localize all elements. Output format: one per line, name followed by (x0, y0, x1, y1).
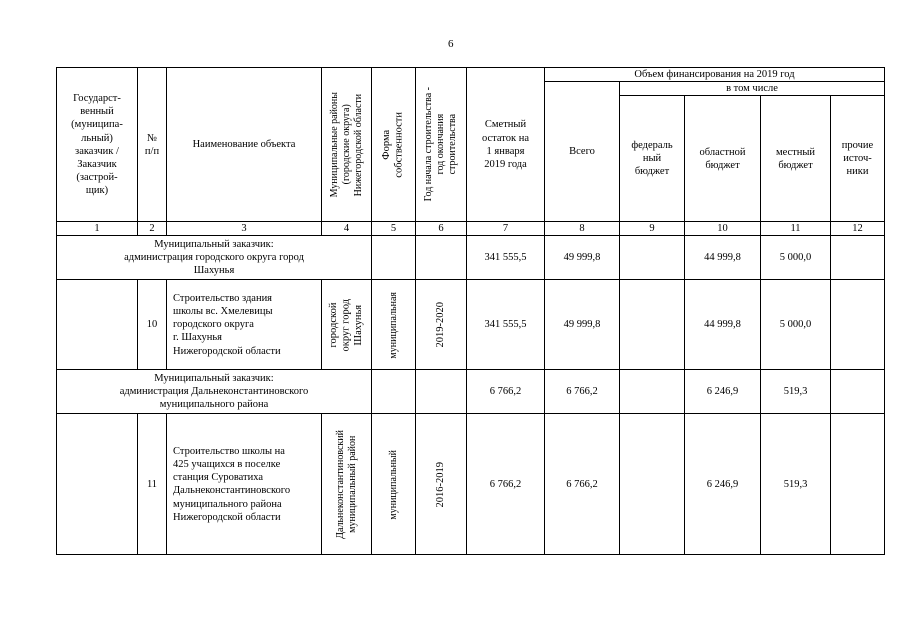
header-estimate: Сметный остаток на 1 января 2019 года (467, 68, 545, 222)
ownership-cell (372, 414, 416, 555)
other-cell (831, 236, 885, 280)
regional-cell: 44 999,8 (685, 280, 761, 370)
header-object-name: Наименование объекта (167, 68, 322, 222)
column-number: 9 (620, 222, 685, 236)
table-row (57, 280, 885, 370)
table-row (57, 370, 885, 414)
column-number: 8 (545, 222, 620, 236)
years-cell (416, 280, 467, 370)
header-including: в том числе (620, 82, 885, 96)
estimate-cell: 341 555,5 (467, 280, 545, 370)
other-cell (831, 370, 885, 414)
header-local: местный бюджет (761, 96, 831, 222)
group-customer: Муниципальный заказчик: администрация городского округа город Шахунья (57, 236, 372, 280)
number-cell: 11 (138, 414, 167, 555)
district-text: Дальнеконстантиновский муниципальный район (334, 429, 358, 539)
total-cell: 6 766,2 (545, 414, 620, 555)
header-other: прочие источ- ники (831, 96, 885, 222)
years-text: 2016-2019 (434, 461, 446, 508)
district-text: городской округ город Шахунья (327, 298, 364, 352)
table-row (57, 414, 885, 555)
federal-cell (620, 236, 685, 280)
header-districts (322, 68, 372, 222)
other-cell (831, 414, 885, 555)
customer-cell (57, 280, 138, 370)
ownership-text: муниципальный (387, 449, 399, 520)
local-cell: 519,3 (761, 414, 831, 555)
customer-cell (57, 414, 138, 555)
years-text: 2019-2020 (434, 302, 446, 348)
object-name-cell: Строительство здания школы вс. Хмелевицы городского округа г. Шахунья Нижегородской области (167, 280, 322, 370)
column-number: 4 (322, 222, 372, 236)
number-cell: 10 (138, 280, 167, 370)
years-cell (416, 236, 467, 280)
column-number: 2 (138, 222, 167, 236)
column-number: 5 (372, 222, 416, 236)
other-cell (831, 280, 885, 370)
header-number: № п/п (138, 68, 167, 222)
page-number: 6 (448, 38, 454, 50)
ownership-cell (372, 236, 416, 280)
column-number: 7 (467, 222, 545, 236)
header-ownership-text: Форма собственности (380, 111, 405, 178)
regional-cell: 6 246,9 (685, 370, 761, 414)
column-number: 10 (685, 222, 761, 236)
regional-cell: 44 999,8 (685, 236, 761, 280)
total-cell: 49 999,8 (545, 236, 620, 280)
financing-table (56, 67, 885, 555)
header-years-text: Год начала строительства - год окончания строительства (423, 87, 458, 202)
header-ownership (372, 68, 416, 222)
local-cell: 5 000,0 (761, 280, 831, 370)
estimate-cell: 341 555,5 (467, 236, 545, 280)
district-cell (322, 414, 372, 555)
header-districts-text: Муниципальные районы (городские округа) Нижегородской области (328, 91, 364, 198)
column-number: 12 (831, 222, 885, 236)
ownership-text: муниципальная (387, 291, 399, 359)
table-row (57, 236, 885, 280)
ownership-cell (372, 370, 416, 414)
years-cell (416, 370, 467, 414)
column-number: 11 (761, 222, 831, 236)
header-funding: Объем финансирования на 2019 год (545, 68, 885, 82)
local-cell: 5 000,0 (761, 236, 831, 280)
estimate-cell: 6 766,2 (467, 370, 545, 414)
estimate-cell: 6 766,2 (467, 414, 545, 555)
column-number-row (57, 222, 885, 236)
years-cell (416, 414, 467, 555)
federal-cell (620, 370, 685, 414)
regional-cell: 6 246,9 (685, 414, 761, 555)
column-number: 6 (416, 222, 467, 236)
ownership-cell (372, 280, 416, 370)
group-customer: Муниципальный заказчик: администрация Дальнеконстантиновского муниципального района (57, 370, 372, 414)
header-total: Всего (545, 82, 620, 222)
object-name-cell: Строительство школы на 425 учащихся в поселке станция Суроватиха Дальнеконстантиновского муниципального района Нижегородской области (167, 414, 322, 555)
total-cell: 6 766,2 (545, 370, 620, 414)
district-cell (322, 280, 372, 370)
header-years (416, 68, 467, 222)
federal-cell (620, 414, 685, 555)
column-number: 1 (57, 222, 138, 236)
total-cell: 49 999,8 (545, 280, 620, 370)
header-federal: федераль ный бюджет (620, 96, 685, 222)
header-regional: областной бюджет (685, 96, 761, 222)
column-number: 3 (167, 222, 322, 236)
federal-cell (620, 280, 685, 370)
header-customer: Государст- венный (муниципа- льный) заказчик / Заказчик (застрой- щик) (57, 68, 138, 222)
local-cell: 519,3 (761, 370, 831, 414)
